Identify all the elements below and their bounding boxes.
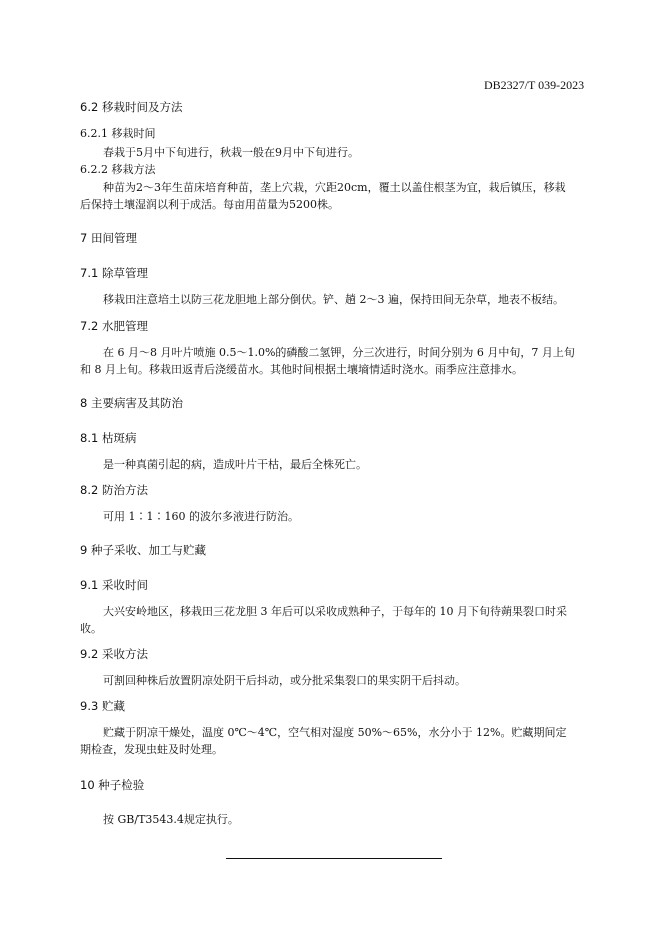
- section-10-heading: 10 种子检验: [80, 778, 145, 792]
- section-8-1-text: 是一种真菌引起的病，造成叶片干枯，最后全株死亡。: [103, 458, 367, 471]
- section-9-1-line1: 大兴安岭地区，移栽田三花龙胆 3 年后可以采收成熟种子，于每年的 10 月下旬待蒴果裂口时采: [103, 605, 567, 618]
- section-7-2-line1: 在 6 月～8 月叶片喷施 0.5～1.0%的磷酸二氢钾，分三次进行，时间分别为 6 月中旬，7 月上旬: [103, 346, 575, 359]
- section-9-heading: 9 种子采收、加工与贮藏: [80, 543, 206, 557]
- section-9-2-heading: 9.2 采收方法: [80, 647, 148, 661]
- section-9-3-heading: 9.3 贮藏: [80, 699, 125, 713]
- section-8-1-heading: 8.1 枯斑病: [80, 431, 137, 445]
- section-6-2-1-heading: 6.2.1 移栽时间: [80, 127, 156, 140]
- section-6-2-2-line2: 后保持土壤湿润以利于成活。每亩用苗量为5200株。: [80, 198, 339, 211]
- section-6-2-2-heading: 6.2.2 移栽方法: [80, 163, 156, 176]
- section-8-2-text: 可用 1∶1∶160 的波尔多液进行防治。: [103, 510, 299, 523]
- section-8-heading: 8 主要病害及其防治: [80, 396, 183, 410]
- section-9-3-line2: 期检查，发现虫蛀及时处理。: [80, 743, 223, 756]
- section-7-1-heading: 7.1 除草管理: [80, 266, 148, 280]
- section-7-heading: 7 田间管理: [80, 231, 137, 245]
- section-7-2-line2: 和 8 月上旬。移栽田返青后浇缓苗水。其他时间根据土壤墒情适时浇水。雨季应注意排水。: [80, 363, 523, 376]
- section-6-2-1-text: 春栽于5月中下旬进行，秋栽一般在9月中下旬进行。: [103, 146, 359, 159]
- end-rule: [226, 858, 442, 859]
- section-7-2-heading: 7.2 水肥管理: [80, 319, 148, 333]
- section-6-2-2-line1: 种苗为2～3年生苗床培育种苗，垄上穴栽，穴距20cm，覆土以盖住根茎为宜，栽后镇压，移栽: [103, 181, 566, 194]
- section-7-1-text: 移栽田注意培土以防三花龙胆地上部分倒伏。铲、趟 2～3 遍，保持田间无杂草，地表不板结。: [103, 293, 564, 306]
- section-8-2-heading: 8.2 防治方法: [80, 483, 148, 497]
- section-9-1-line2: 收。: [80, 622, 102, 635]
- section-9-2-text: 可割回种株后放置阴凉处阴干后抖动，或分批采集裂口的果实阴干后抖动。: [103, 674, 466, 687]
- section-10-text: 按 GB/T3543.4规定执行。: [103, 813, 239, 826]
- section-9-3-line1: 贮藏于阴凉干燥处，温度 0℃～4℃，空气相对湿度 50%～65%，水分小于 12%。贮藏期间定: [103, 726, 567, 739]
- section-9-1-heading: 9.1 采收时间: [80, 578, 148, 592]
- section-6-2-heading: 6.2 移栽时间及方法: [80, 100, 183, 114]
- document-id: DB2327/T 039-2023: [484, 78, 585, 92]
